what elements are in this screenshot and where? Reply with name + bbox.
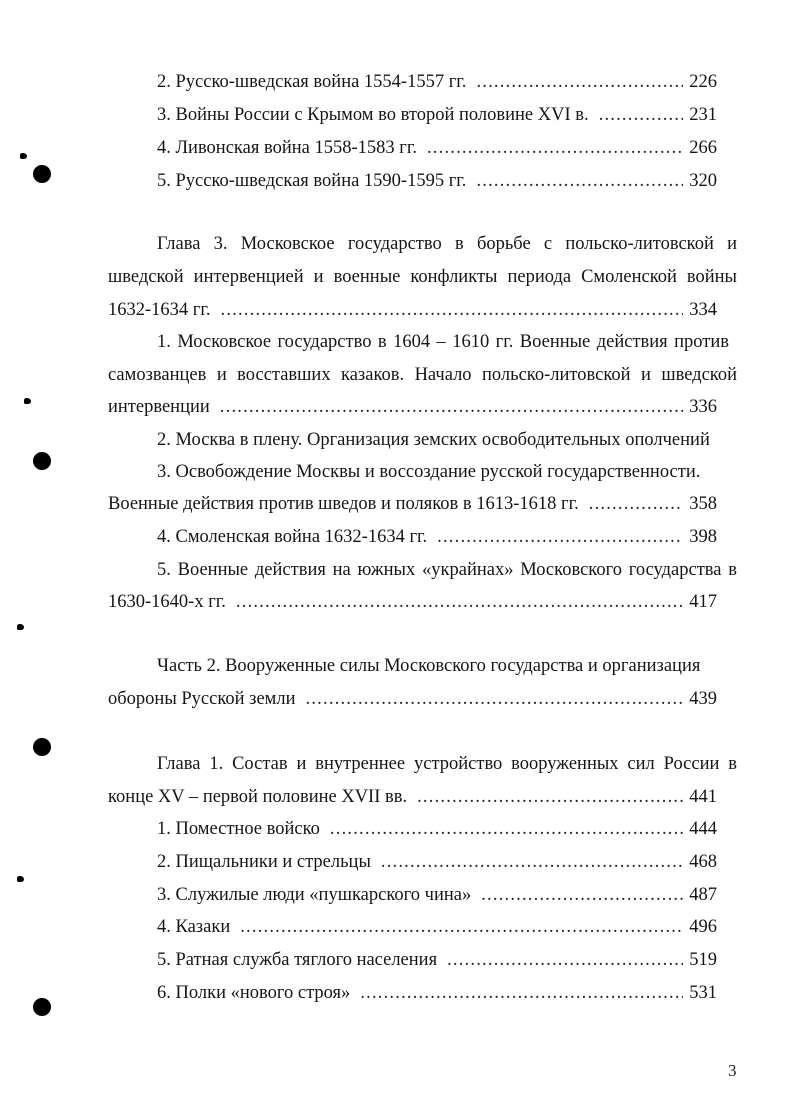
toc-entry	[157, 526, 717, 548]
toc-entry	[157, 818, 717, 840]
scan-speck	[20, 153, 27, 159]
toc-entry-page: 441	[689, 787, 717, 807]
toc-entry-title: обороны Русской земли	[108, 689, 296, 709]
toc-entry-text: 2. Москва в плену. Организация земских освободительных ополчений	[157, 430, 710, 450]
toc-entry-title: Военные действия против шведов и поляков в 1613-1618 гг.	[108, 494, 579, 514]
leader-dots	[236, 591, 683, 613]
leader-dots	[427, 137, 683, 159]
toc-entry-title: 4. Казаки	[157, 917, 231, 937]
toc-entry-page: 320	[689, 171, 717, 191]
toc-entry-title: конце XV – первой половине XVII вв.	[108, 787, 408, 807]
page-number: 3	[728, 1061, 737, 1080]
toc-entry-page: 336	[689, 397, 717, 417]
toc-entry-title: 2. Пищальники и стрельцы	[157, 852, 371, 872]
leader-dots	[220, 396, 683, 418]
toc-entry-page: 334	[689, 300, 717, 320]
toc-entry	[157, 170, 717, 192]
toc-entry-page: 519	[689, 950, 717, 970]
toc-entry	[157, 916, 717, 938]
toc-entry	[157, 949, 717, 971]
toc-entry-page: 226	[689, 72, 717, 92]
punch-hole-dot	[33, 998, 51, 1016]
toc-entry-text: 3. Освобождение Москвы и воссоздание русской государственности.	[157, 462, 701, 482]
leader-dots	[447, 949, 683, 971]
toc-entry	[157, 137, 717, 159]
leader-dots	[481, 884, 683, 906]
part-heading: Часть 2. Вооруженные силы Московского государства и организация	[157, 656, 701, 676]
leader-dots	[221, 299, 684, 321]
toc-entry	[108, 688, 717, 710]
toc-entry-text: самозванцев и восставших казаков. Начало польско-литовской и шведской	[108, 365, 737, 385]
toc-entry	[108, 493, 717, 515]
leader-dots	[599, 104, 683, 126]
toc-entry-title: 5. Ратная служба тяглого населения	[157, 950, 438, 970]
toc-entry-page: 417	[689, 592, 717, 612]
toc-entry	[108, 786, 717, 808]
toc-entry-title: 5. Русско-шведская война 1590-1595 гг.	[157, 171, 467, 191]
leader-dots	[330, 818, 683, 840]
scan-speck	[24, 398, 31, 404]
leader-dots	[476, 170, 683, 192]
toc-entry	[157, 104, 717, 126]
toc-entry-page: 444	[689, 819, 717, 839]
toc-entry	[157, 884, 717, 906]
punch-hole-dot	[33, 452, 51, 470]
toc-entry-title: 4. Ливонская война 1558-1583 гг.	[157, 138, 417, 158]
punch-hole-dot	[33, 738, 51, 756]
leader-dots	[589, 493, 683, 515]
toc-entry-page: 531	[689, 983, 717, 1003]
toc-entry-page: 266	[689, 138, 717, 158]
toc-entry-title: 1. Поместное войско	[157, 819, 320, 839]
toc-entry-text: 5. Военные действия на южных «украйнах» Московского государства в	[157, 560, 737, 580]
toc-entry-page: 231	[689, 105, 717, 125]
toc-entry-title: 1630-1640-х гг.	[108, 592, 226, 612]
toc-entry-page: 487	[689, 885, 717, 905]
scan-speck	[17, 876, 24, 882]
toc-entry-title: 4. Смоленская война 1632-1634 гг.	[157, 527, 428, 547]
toc-entry-page: 358	[689, 494, 717, 514]
toc-entry	[108, 299, 717, 321]
leader-dots	[476, 71, 683, 93]
toc-entry-title: 3. Служилые люди «пушкарского чина»	[157, 885, 472, 905]
toc-entry-title: 6. Полки «нового строя»	[157, 983, 351, 1003]
toc-entry-title: интервенции	[108, 397, 210, 417]
toc-entry	[157, 71, 717, 93]
leader-dots	[306, 688, 683, 710]
punch-hole-dot	[33, 165, 51, 183]
toc-entry-title: 3. Войны России с Крымом во второй половине XVI в.	[157, 105, 589, 125]
toc-entry-page: 439	[689, 689, 717, 709]
chapter-heading: Глава 1. Состав и внутреннее устройство вооруженных сил России в	[157, 754, 737, 774]
scan-speck	[17, 624, 24, 630]
toc-entry	[108, 396, 717, 418]
leader-dots	[437, 526, 683, 548]
leader-dots	[240, 916, 683, 938]
toc-entry-title: 2. Русско-шведская война 1554-1557 гг.	[157, 72, 467, 92]
toc-entry	[157, 982, 717, 1004]
leader-dots	[417, 786, 683, 808]
chapter-heading: Глава 3. Московское государство в борьбе с польско-литовской и	[157, 234, 737, 254]
toc-entry	[108, 591, 717, 613]
toc-entry-page: 398	[689, 527, 717, 547]
toc-entry	[157, 851, 717, 873]
leader-dots	[381, 851, 683, 873]
toc-entry-text: 1. Московское государство в 1604 – 1610 гг. Военные действия против	[157, 332, 729, 352]
chapter-heading: шведской интервенцией и военные конфликты периода Смоленской войны	[108, 267, 737, 287]
toc-entry-title: 1632-1634 гг.	[108, 300, 211, 320]
toc-entry-page: 468	[689, 852, 717, 872]
toc-entry-page: 496	[689, 917, 717, 937]
leader-dots	[360, 982, 683, 1004]
